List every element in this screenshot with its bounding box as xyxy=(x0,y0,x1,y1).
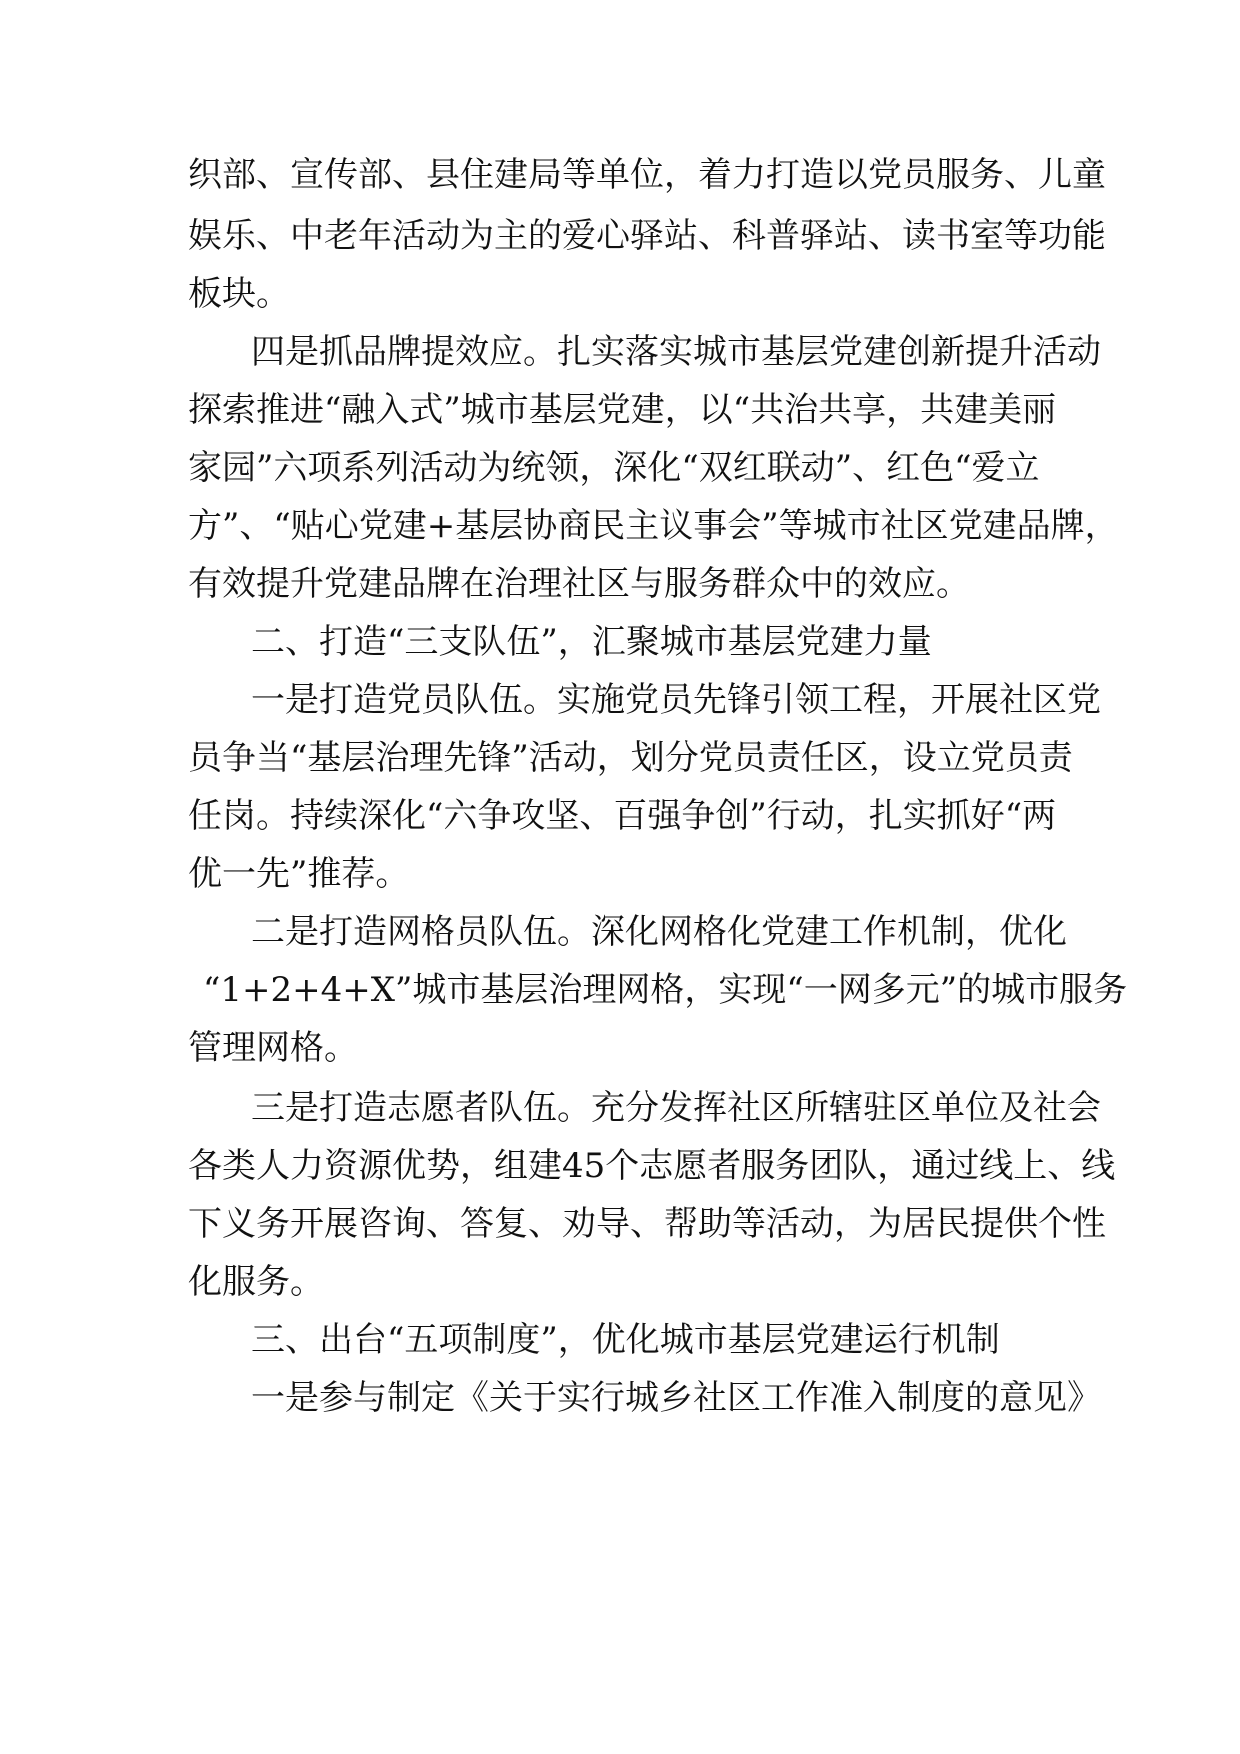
paragraph-line: 化服务。 xyxy=(188,1262,324,1302)
paragraph-line: 各类人力资源优势，组建45个志愿者服务团队，通过线上、线 xyxy=(188,1146,1116,1186)
paragraph-line: 娱乐、中老年活动为主的爱心驿站、科普驿站、读书室等功能 xyxy=(188,216,1106,256)
paragraph-line: 有效提升党建品牌在治理社区与服务群众中的效应。 xyxy=(188,564,970,604)
section-heading: 二、打造“三支队伍”，汇聚城市基层党建力量 xyxy=(251,622,932,662)
paragraph-line: 四是抓品牌提效应。扎实落实城市基层党建创新提升活动 xyxy=(251,332,1101,372)
paragraph-line: 探索推进“融入式”城市基层党建，以“共治共享，共建美丽 xyxy=(188,390,1057,430)
section-heading: 三、出台“五项制度”，优化城市基层党建运行机制 xyxy=(251,1320,1000,1360)
paragraph-line: 三是打造志愿者队伍。充分发挥社区所辖驻区单位及社会 xyxy=(251,1088,1101,1128)
paragraph-line: 优一先”推荐。 xyxy=(188,854,410,894)
paragraph-line: 二是打造网格员队伍。深化网格化党建工作机制，优化 xyxy=(251,912,1067,952)
paragraph-line: 织部、宣传部、县住建局等单位，着力打造以党员服务、儿童 xyxy=(188,155,1106,195)
paragraph-line: 任岗。持续深化“六争攻坚、百强争创”行动，扎实抓好“两 xyxy=(188,796,1057,836)
paragraph-line: 员争当“基层治理先锋”活动，划分党员责任区，设立党员责 xyxy=(188,738,1073,778)
paragraph-line: “1+2+4+X”城市基层治理网格，实现“一网多元”的城市服务 xyxy=(203,970,1128,1010)
paragraph-line: 家园”六项系列活动为统领，深化“双红联动”、红色“爱立 xyxy=(188,448,1040,488)
paragraph-line: 方”、“贴心党建+基层协商民主议事会”等城市社区党建品牌， xyxy=(188,506,1119,546)
paragraph-line: 板块。 xyxy=(188,274,290,314)
paragraph-line: 管理网格。 xyxy=(188,1028,358,1068)
paragraph-line: 一是参与制定《关于实行城乡社区工作准入制度的意见》 xyxy=(251,1378,1101,1418)
paragraph-line: 一是打造党员队伍。实施党员先锋引领工程，开展社区党 xyxy=(251,680,1101,720)
paragraph-line: 下义务开展咨询、答复、劝导、帮助等活动，为居民提供个性 xyxy=(188,1204,1106,1244)
